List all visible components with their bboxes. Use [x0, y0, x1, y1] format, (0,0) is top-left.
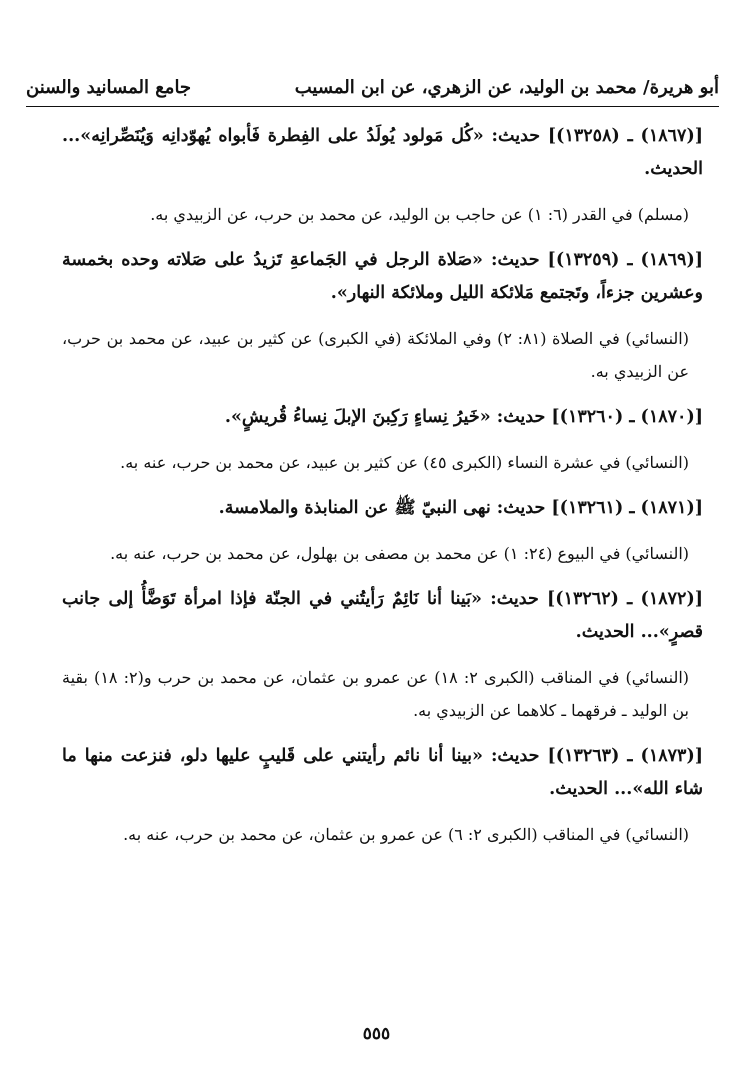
- hadith-reference: (النسائي) في المناقب (الكبرى ٢: ١٨) عن عمرو بن عثمان، عن محمد بن حرب و(٢: ١٨) بقية بن الوليد ـ فرقهما ـ كلاهما عن الزبيدي به.: [62, 668, 690, 720]
- hadith-text: [(١٨٧٣) ـ (١٣٢٦٣)] حديث: «بينا أنا نائم رأيتني على قَليبٍ عليها دلو، فنزعت منها ما شاء الله»... الحديث.: [62, 746, 703, 799]
- header-chapter-title: أبو هريرة/ محمد بن الوليد، عن الزهري، عن ابن المسيب: [294, 76, 719, 98]
- page-number: ٥٥٥: [362, 1024, 391, 1044]
- hadith-text: [(١٨٧٢) ـ (١٣٢٦٢)] حديث: «بَينا أنا نَائِمٌ رَأيتُني في الجنّة فإذا امرأة تَوَضَّأُ إلى جانب قصرٍ»... الحديث.: [62, 589, 703, 642]
- hadith-reference: (النسائي) في البيوع (٢٤: ١) عن محمد بن مصفى بن بهلول، عن محمد بن حرب، عنه به.: [110, 544, 689, 563]
- hadith-text: [(١٨٧١) ـ (١٣٢٦١)] حديث: نهى النبيّ ﷺ عن المنابذة والملامسة.: [218, 498, 703, 518]
- hadith-reference: (النسائي) في الصلاة (٨١: ٢) وفي الملائكة (في الكبرى) عن كثير بن عبيد، عن محمد بن حرب، عن الزبيدي به.: [62, 329, 689, 381]
- page-body: [62, 120, 703, 864]
- hadith-text: [(١٨٦٧) ـ (١٣٢٥٨)] حديث: «كُل مَولود يُولَدُ على الفِطرة فَأبواه يُهوّدانِه وَيُنَصِّرانِه»... الحديث.: [62, 126, 703, 179]
- hadith-reference: (النسائي) في عشرة النساء (الكبرى ٤٥) عن كثير بن عبيد، عن محمد بن حرب، عنه به.: [120, 453, 689, 472]
- hadith-reference: (النسائي) في المناقب (الكبرى ٢: ٦) عن عمرو بن عثمان، عن محمد بن حرب، عنه به.: [123, 825, 689, 844]
- hadith-reference: (مسلم) في القدر (٦: ١) عن حاجب بن الوليد، عن محمد بن حرب، عن الزبيدي به.: [150, 205, 689, 224]
- header-book-title: جامع المسانيد والسنن: [26, 76, 192, 98]
- header-divider: [26, 106, 719, 107]
- running-header: [26, 70, 719, 104]
- hadith-text: [(١٨٧٠) ـ (١٣٢٦٠)] حديث: «خَيرُ نِساءٍ رَكِبنَ الإبلَ نِساءُ قُريشٍ».: [224, 407, 703, 427]
- hadith-text: [(١٨٦٩) ـ (١٣٢٥٩)] حديث: «صَلاة الرجل في الجَماعةِ تَزيدُ على صَلاته وحده بخمسة وعشرين جزءاً، وتَجتمع مَلائكة الليل وملائكة النهار».: [62, 250, 703, 303]
